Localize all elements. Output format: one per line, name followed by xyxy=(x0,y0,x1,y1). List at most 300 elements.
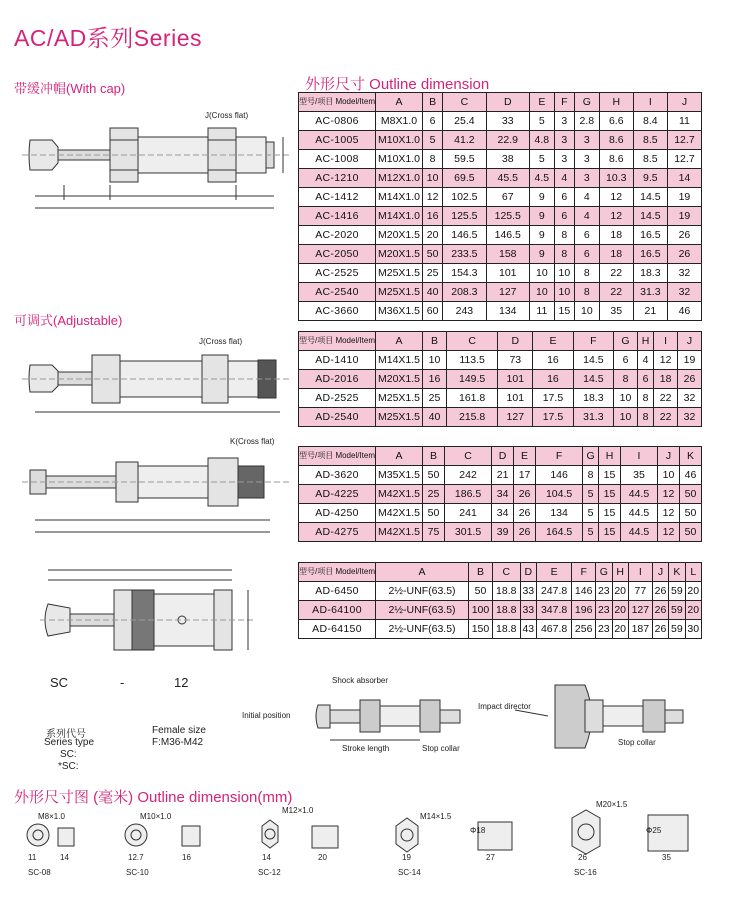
value-cell: 6 xyxy=(554,188,574,207)
value-cell: 6 xyxy=(637,370,653,389)
value-cell: 256 xyxy=(572,620,596,639)
collar-name-label: SC-08 xyxy=(28,868,51,877)
column-header: B xyxy=(423,447,445,466)
value-cell: 19 xyxy=(667,188,701,207)
value-cell: 2½-UNF(63.5) xyxy=(376,620,469,639)
value-cell: 20 xyxy=(423,226,443,245)
value-cell: 3 xyxy=(574,169,599,188)
value-cell: 22.9 xyxy=(486,131,529,150)
female-size-title: Female size xyxy=(152,725,206,736)
column-header: L xyxy=(685,563,701,582)
column-header: 型号/项目 Model/Item xyxy=(299,93,376,112)
column-header: E xyxy=(514,447,536,466)
value-cell: 8 xyxy=(637,408,653,427)
value-cell: 243 xyxy=(443,302,486,321)
column-header: J xyxy=(658,447,680,466)
value-cell: 43 xyxy=(520,620,536,639)
value-cell: 8 xyxy=(423,150,443,169)
value-cell: 12 xyxy=(658,485,680,504)
value-cell: 39 xyxy=(492,523,514,542)
value-cell: 26 xyxy=(514,523,536,542)
value-cell: 33 xyxy=(520,601,536,620)
value-cell: 26 xyxy=(652,601,668,620)
value-cell: 22 xyxy=(599,264,633,283)
value-cell: 12 xyxy=(654,351,678,370)
value-cell: 12 xyxy=(599,188,633,207)
column-header: 型号/项目 Model/Item xyxy=(299,447,376,466)
series-sc: SC: xyxy=(60,749,77,760)
value-cell: 26 xyxy=(652,582,668,601)
value-cell: 17.5 xyxy=(533,408,573,427)
value-cell: 15 xyxy=(599,504,621,523)
cross-flat-label-adj: J(Cross flat) xyxy=(199,337,243,346)
column-header: E xyxy=(533,332,573,351)
model-cell: AD-4275 xyxy=(299,523,376,542)
value-cell: 14 xyxy=(667,169,701,188)
value-cell: 34 xyxy=(492,485,514,504)
value-cell: M20X1.5 xyxy=(376,226,423,245)
model-cell: AC-2525 xyxy=(299,264,376,283)
value-cell: 44.5 xyxy=(620,523,657,542)
collar-thread-label: M10×1.0 xyxy=(140,812,172,821)
value-cell: 125.5 xyxy=(486,207,529,226)
collar-thread-label: M8×1.0 xyxy=(38,812,65,821)
value-cell: 32 xyxy=(678,408,702,427)
value-cell: 45.5 xyxy=(486,169,529,188)
column-header: H xyxy=(599,93,633,112)
value-cell: 44.5 xyxy=(620,504,657,523)
collar-length-label: 27 xyxy=(486,853,495,862)
value-cell: 22 xyxy=(654,408,678,427)
collar-width-label: 11 xyxy=(28,853,37,862)
collar-length-label: 14 xyxy=(60,853,69,862)
column-header: D xyxy=(498,332,533,351)
value-cell: 146.5 xyxy=(486,226,529,245)
value-cell: 50 xyxy=(679,504,701,523)
value-cell: 18 xyxy=(599,245,633,264)
value-cell: 6 xyxy=(574,226,599,245)
value-cell: 10 xyxy=(423,351,447,370)
collar-width-label: 14 xyxy=(262,853,271,862)
value-cell: 60 xyxy=(423,302,443,321)
value-cell: 164.5 xyxy=(536,523,583,542)
section-with-cap: 带缓冲帽(With cap) xyxy=(14,81,126,96)
model-cell: AD-2016 xyxy=(299,370,376,389)
model-cell: AC-1412 xyxy=(299,188,376,207)
value-cell: 6.6 xyxy=(599,112,633,131)
value-cell: 20 xyxy=(612,601,628,620)
value-cell: 16 xyxy=(533,351,573,370)
value-cell: 15 xyxy=(554,302,574,321)
value-cell: 23 xyxy=(596,601,612,620)
value-cell: M8X1.0 xyxy=(376,112,423,131)
column-header: J xyxy=(652,563,668,582)
value-cell: 134 xyxy=(536,504,583,523)
model-cell: AC-2540 xyxy=(299,283,376,302)
value-cell: 8.5 xyxy=(633,131,667,150)
value-cell: 113.5 xyxy=(446,351,497,370)
value-cell: 16.5 xyxy=(633,245,667,264)
value-cell: 50 xyxy=(423,504,445,523)
value-cell: 33 xyxy=(520,582,536,601)
value-cell: 127 xyxy=(486,283,529,302)
column-header: E xyxy=(529,93,554,112)
value-cell: 101 xyxy=(486,264,529,283)
value-cell: 150 xyxy=(469,620,493,639)
value-cell: 9 xyxy=(529,245,554,264)
value-cell: 59.5 xyxy=(443,150,486,169)
value-cell: 21 xyxy=(633,302,667,321)
value-cell: 25 xyxy=(423,485,445,504)
value-cell: 146.5 xyxy=(443,226,486,245)
value-cell: 467.8 xyxy=(536,620,571,639)
model-cell: AC-3660 xyxy=(299,302,376,321)
value-cell: 4.8 xyxy=(529,131,554,150)
value-cell: 12.7 xyxy=(667,131,701,150)
value-cell: M20X1.5 xyxy=(376,370,423,389)
stroke-length-label: Stroke length xyxy=(342,744,390,753)
value-cell: 23 xyxy=(596,582,612,601)
value-cell: 101 xyxy=(498,370,533,389)
value-cell: 18.8 xyxy=(492,582,520,601)
column-header: I xyxy=(628,563,652,582)
value-cell: 73 xyxy=(498,351,533,370)
column-header: J xyxy=(667,93,701,112)
value-cell: 19 xyxy=(667,207,701,226)
value-cell: 50 xyxy=(469,582,493,601)
value-cell: 8.6 xyxy=(599,150,633,169)
value-cell: 25.4 xyxy=(443,112,486,131)
model-cell: AD-1410 xyxy=(299,351,376,370)
column-header: F xyxy=(573,332,613,351)
column-header: G xyxy=(614,332,638,351)
value-cell: M42X1.5 xyxy=(376,485,423,504)
value-cell: 10 xyxy=(554,264,574,283)
value-cell: 2½-UNF(63.5) xyxy=(376,582,469,601)
value-cell: 18.3 xyxy=(633,264,667,283)
ad-64-drawing xyxy=(40,570,255,650)
value-cell: 4 xyxy=(554,169,574,188)
collar-thread-label: M14×1.5 xyxy=(420,812,452,821)
value-cell: 40 xyxy=(423,283,443,302)
model-cell: AD-64150 xyxy=(299,620,376,639)
value-cell: 154.3 xyxy=(443,264,486,283)
column-header: B xyxy=(423,93,443,112)
column-header: H xyxy=(612,563,628,582)
value-cell: 15 xyxy=(599,466,621,485)
model-cell: AC-0806 xyxy=(299,112,376,131)
column-header: F xyxy=(572,563,596,582)
value-cell: 18 xyxy=(654,370,678,389)
value-cell: 146 xyxy=(572,582,596,601)
value-cell: 25 xyxy=(423,389,447,408)
column-header: I xyxy=(633,93,667,112)
value-cell: 5 xyxy=(583,504,599,523)
value-cell: 6 xyxy=(423,112,443,131)
value-cell: 10 xyxy=(529,264,554,283)
value-cell: 16 xyxy=(533,370,573,389)
series-type-en: Series type xyxy=(44,737,95,748)
section-outline: 外形尺寸 Outline dimension xyxy=(305,76,490,93)
value-cell: 242 xyxy=(444,466,491,485)
value-cell: 8 xyxy=(554,245,574,264)
value-cell: 33 xyxy=(486,112,529,131)
value-cell: 4 xyxy=(574,207,599,226)
value-cell: 32 xyxy=(667,264,701,283)
initial-position-label: Initial position xyxy=(242,711,291,720)
column-header: A xyxy=(376,563,469,582)
value-cell: M14X1.0 xyxy=(376,188,423,207)
value-cell: 9 xyxy=(529,226,554,245)
value-cell: 127 xyxy=(498,408,533,427)
column-header: A xyxy=(376,93,423,112)
collar-width-label: 19 xyxy=(402,853,411,862)
cross-flat-label: J(Cross flat) xyxy=(205,111,249,120)
value-cell: 44.5 xyxy=(620,485,657,504)
value-cell: 8.5 xyxy=(633,150,667,169)
collar-width-label: 26 xyxy=(578,853,587,862)
value-cell: 10.3 xyxy=(599,169,633,188)
model-cell: AC-2050 xyxy=(299,245,376,264)
value-cell: 347.8 xyxy=(536,601,571,620)
collar-thread-label: M20×1.5 xyxy=(596,800,628,809)
value-cell: 21 xyxy=(492,466,514,485)
value-cell: 5 xyxy=(583,485,599,504)
female-size-range: F:M36-M42 xyxy=(152,737,204,748)
value-cell: 301.5 xyxy=(444,523,491,542)
page-title: AC/AD系列Series xyxy=(14,25,202,51)
column-header: E xyxy=(536,563,571,582)
value-cell: 75 xyxy=(423,523,445,542)
value-cell: 8 xyxy=(583,466,599,485)
value-cell: M25X1.5 xyxy=(376,408,423,427)
value-cell: 46 xyxy=(667,302,701,321)
value-cell: M25X1.5 xyxy=(376,389,423,408)
value-cell: 102.5 xyxy=(443,188,486,207)
model-cell: AC-2020 xyxy=(299,226,376,245)
value-cell: M35X1.5 xyxy=(376,466,423,485)
collar-name-label: SC-10 xyxy=(126,868,149,877)
value-cell: 26 xyxy=(678,370,702,389)
value-cell: 8 xyxy=(574,264,599,283)
value-cell: 233.5 xyxy=(443,245,486,264)
collar-name-label: SC-12 xyxy=(258,868,281,877)
adjustable-drawing xyxy=(22,355,290,412)
column-header: 型号/项目 Model/Item xyxy=(299,563,376,582)
value-cell: 241 xyxy=(444,504,491,523)
collar-diameter-label: Φ25 xyxy=(646,826,662,835)
value-cell: 26 xyxy=(514,504,536,523)
value-cell: 12.7 xyxy=(667,150,701,169)
value-cell: 18.8 xyxy=(492,601,520,620)
value-cell: 5 xyxy=(423,131,443,150)
column-header: K xyxy=(679,447,701,466)
value-cell: 59 xyxy=(669,620,685,639)
column-header: G xyxy=(574,93,599,112)
column-header: B xyxy=(469,563,493,582)
stop-collar-label-2: Stop collar xyxy=(618,738,656,747)
column-header: H xyxy=(599,447,621,466)
value-cell: M42X1.5 xyxy=(376,523,423,542)
value-cell: 67 xyxy=(486,188,529,207)
value-cell: 4 xyxy=(637,351,653,370)
column-header: K xyxy=(669,563,685,582)
shock-absorber-label: Shock absorber xyxy=(332,676,389,685)
value-cell: 125.5 xyxy=(443,207,486,226)
value-cell: 46 xyxy=(679,466,701,485)
value-cell: 101 xyxy=(498,389,533,408)
value-cell: M12X1.0 xyxy=(376,169,423,188)
value-cell: 59 xyxy=(669,601,685,620)
column-header: I xyxy=(620,447,657,466)
value-cell: 208.3 xyxy=(443,283,486,302)
model-cell: AD-4225 xyxy=(299,485,376,504)
value-cell: 25 xyxy=(423,264,443,283)
value-cell: 215.8 xyxy=(446,408,497,427)
value-cell: 18.3 xyxy=(573,389,613,408)
value-cell: 12 xyxy=(658,504,680,523)
column-header: D xyxy=(486,93,529,112)
ad-large-drawing xyxy=(22,458,290,532)
value-cell: 22 xyxy=(654,389,678,408)
collar-length-label: 16 xyxy=(182,853,191,862)
value-cell: 16 xyxy=(423,207,443,226)
column-header: H xyxy=(637,332,653,351)
column-header: F xyxy=(554,93,574,112)
value-cell: 20 xyxy=(685,601,701,620)
value-cell: M25X1.5 xyxy=(376,264,423,283)
value-cell: 16 xyxy=(423,370,447,389)
column-header: C xyxy=(492,563,520,582)
model-cell: AD-2540 xyxy=(299,408,376,427)
value-cell: 11 xyxy=(667,112,701,131)
value-cell: 9.5 xyxy=(633,169,667,188)
value-cell: 14.5 xyxy=(573,351,613,370)
value-cell: 5 xyxy=(583,523,599,542)
model-cell: AC-1005 xyxy=(299,131,376,150)
value-cell: 2½-UNF(63.5) xyxy=(376,601,469,620)
value-cell: 161.8 xyxy=(446,389,497,408)
value-cell: 12 xyxy=(423,188,443,207)
value-cell: 35 xyxy=(599,302,633,321)
value-cell: 59 xyxy=(669,582,685,601)
value-cell: 26 xyxy=(667,245,701,264)
column-header: B xyxy=(423,332,447,351)
value-cell: 10 xyxy=(614,389,638,408)
model-cell: AC-1416 xyxy=(299,207,376,226)
value-cell: M36X1.5 xyxy=(376,302,423,321)
value-cell: 6 xyxy=(574,245,599,264)
value-cell: 8 xyxy=(574,283,599,302)
value-cell: 18.8 xyxy=(492,620,520,639)
value-cell: M20X1.5 xyxy=(376,245,423,264)
column-header: A xyxy=(376,332,423,351)
order-size: 12 xyxy=(174,675,189,690)
value-cell: 3 xyxy=(574,150,599,169)
collar-diameter-label: Φ18 xyxy=(470,826,486,835)
column-header: 型号/项目 Model/Item xyxy=(299,332,376,351)
value-cell: 10 xyxy=(529,283,554,302)
value-cell: 50 xyxy=(423,466,445,485)
value-cell: 10 xyxy=(423,169,443,188)
collar-thread-label: M12×1.0 xyxy=(282,806,314,815)
value-cell: 20 xyxy=(685,582,701,601)
model-cell: AC-1008 xyxy=(299,150,376,169)
value-cell: 32 xyxy=(678,389,702,408)
value-cell: 32 xyxy=(667,283,701,302)
column-header: G xyxy=(583,447,599,466)
value-cell: 149.5 xyxy=(446,370,497,389)
value-cell: 14.5 xyxy=(633,188,667,207)
value-cell: 15 xyxy=(599,523,621,542)
order-dash: - xyxy=(120,675,125,690)
value-cell: 3 xyxy=(554,150,574,169)
value-cell: 3 xyxy=(554,131,574,150)
value-cell: 11 xyxy=(529,302,554,321)
section-outline-mm: 外形尺寸图 (毫米) Outline dimension(mm) xyxy=(14,789,293,806)
value-cell: 18 xyxy=(599,226,633,245)
column-header: C xyxy=(443,93,486,112)
section-adjustable: 可调式(Adjustable) xyxy=(14,313,123,328)
stop-collar-label: Stop collar xyxy=(422,744,460,753)
value-cell: 50 xyxy=(423,245,443,264)
column-header: F xyxy=(536,447,583,466)
value-cell: 8 xyxy=(554,226,574,245)
value-cell: 10 xyxy=(554,283,574,302)
series-sc2: *SC: xyxy=(58,761,79,772)
model-cell: AD-2525 xyxy=(299,389,376,408)
value-cell: 69.5 xyxy=(443,169,486,188)
value-cell: 6 xyxy=(614,351,638,370)
order-prefix: SC xyxy=(50,675,69,690)
value-cell: 20 xyxy=(612,582,628,601)
collar-name-label: SC-14 xyxy=(398,868,421,877)
value-cell: 158 xyxy=(486,245,529,264)
value-cell: 5 xyxy=(529,150,554,169)
collar-length-label: 35 xyxy=(662,853,671,862)
value-cell: 8 xyxy=(637,389,653,408)
value-cell: 6 xyxy=(554,207,574,226)
value-cell: 9 xyxy=(529,207,554,226)
value-cell: 8 xyxy=(614,370,638,389)
column-header: G xyxy=(596,563,612,582)
value-cell: 17.5 xyxy=(533,389,573,408)
value-cell: M14X1.0 xyxy=(376,207,423,226)
value-cell: 41.2 xyxy=(443,131,486,150)
model-cell: AC-1210 xyxy=(299,169,376,188)
impact-director-label: Impact director xyxy=(478,702,531,711)
value-cell: 26 xyxy=(514,485,536,504)
value-cell: 50 xyxy=(679,523,701,542)
value-cell: 34 xyxy=(492,504,514,523)
value-cell: 4.5 xyxy=(529,169,554,188)
series-type-cn: 系列代号 xyxy=(46,729,86,740)
stop-collar-views xyxy=(27,810,688,854)
value-cell: 16.5 xyxy=(633,226,667,245)
cross-flat-k-label: K(Cross flat) xyxy=(230,437,275,446)
value-cell: 35 xyxy=(620,466,657,485)
value-cell: 77 xyxy=(628,582,652,601)
value-cell: 22 xyxy=(599,283,633,302)
value-cell: 12 xyxy=(599,207,633,226)
value-cell: 26 xyxy=(652,620,668,639)
value-cell: 146 xyxy=(536,466,583,485)
value-cell: 3 xyxy=(554,112,574,131)
value-cell: 127 xyxy=(628,601,652,620)
value-cell: 30 xyxy=(685,620,701,639)
value-cell: 31.3 xyxy=(573,408,613,427)
value-cell: 9 xyxy=(529,188,554,207)
